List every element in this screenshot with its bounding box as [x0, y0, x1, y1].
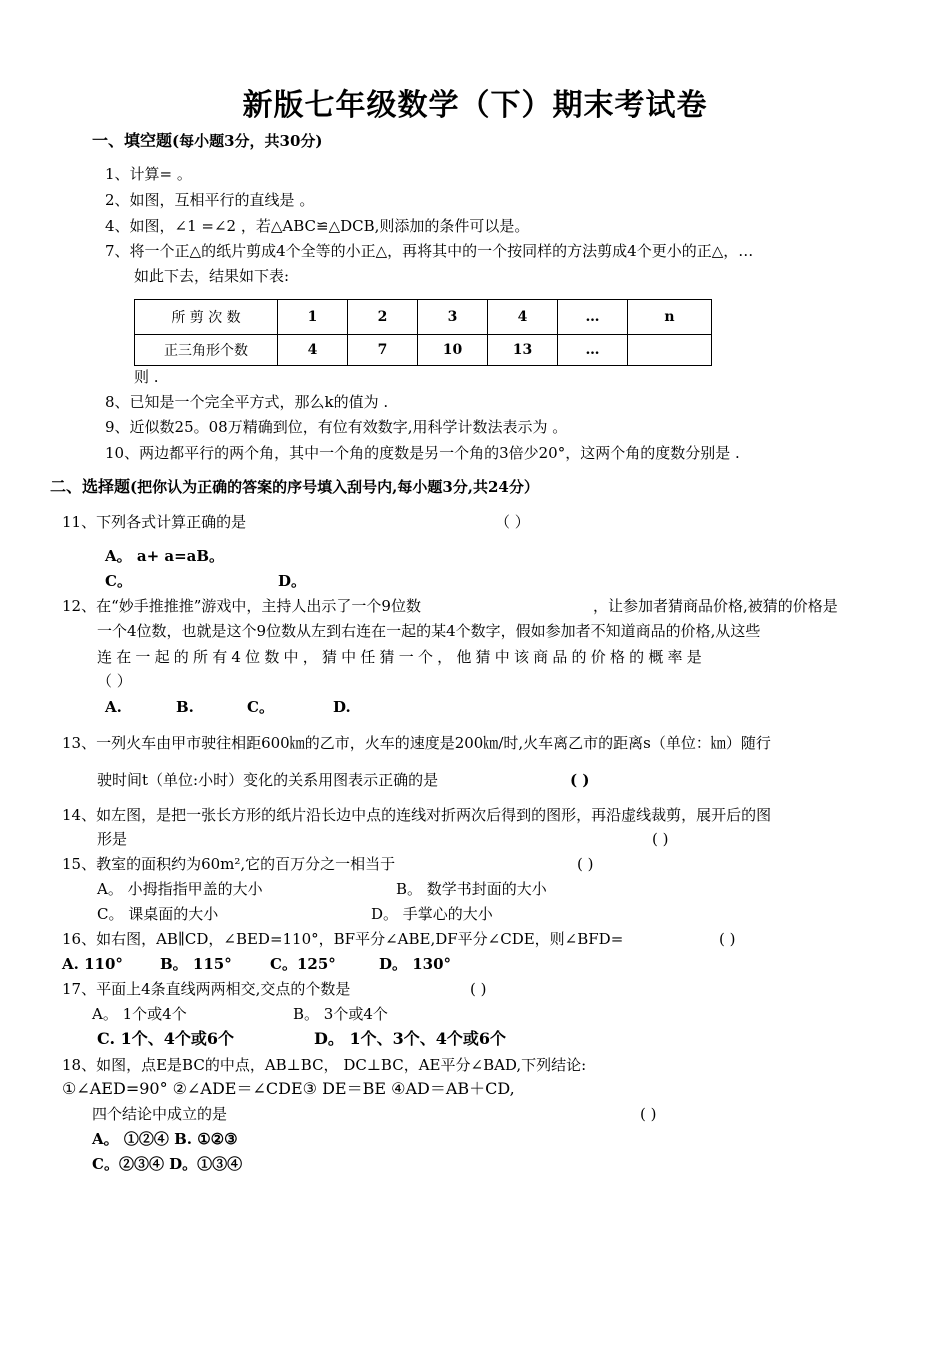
question-17-stem: 17、平面上4条直线两两相交,交点的个数是 [62, 980, 351, 998]
question-18-answer-paren: ( ) [640, 1105, 657, 1123]
question-8: 8、已知是一个完全平方式，那么k的值为 . [105, 393, 389, 411]
question-13-answer-paren: ( ) [570, 771, 590, 789]
question-14-answer-paren: ( ) [652, 830, 669, 848]
section-1-heading: 一、填空题 [92, 131, 173, 150]
question-15-option-a: A。 小拇指指甲盖的大小 [97, 880, 263, 898]
question-16-option-a: A. 110° [62, 955, 123, 973]
table-cell: 1 [278, 300, 348, 335]
question-7-answer: 则 . [134, 368, 159, 386]
question-12-option-c: C。 [247, 698, 274, 716]
question-12-line-3: 连在一起的所有4位数中，猜中任猜一个，他猜中该商品的价格的概率是 [97, 648, 706, 666]
table-cell: 4 [278, 335, 348, 366]
table-header-cuts: 所 剪 次 数 [135, 300, 278, 335]
question-9: 9、近似数25。08万精确到位，有位有效数字,用科学计数法表示为 。 [105, 418, 568, 436]
question-13-line-2: 驶时间t（单位:小时）变化的关系用图表示正确的是 [97, 771, 439, 789]
table-cell: 4 [488, 300, 558, 335]
table-cell: … [558, 300, 628, 335]
question-18-options-cd: C。②③④ D。①③④ [92, 1155, 243, 1173]
question-16-answer-paren: ( ) [719, 930, 736, 948]
question-17-option-a: A。 1个或4个 [92, 1005, 187, 1023]
table-row [135, 335, 712, 366]
table-cell: 2 [348, 300, 418, 335]
table-cell: 7 [348, 335, 418, 366]
question-4: 4、如图，∠1 =∠2 ，若△ABC≌△DCB,则添加的条件可以是。 [105, 217, 530, 235]
question-15-option-b: B。 数学书封面的大小 [396, 880, 547, 898]
question-12-line-1b: ，让参加者猜商品价格,被猜的价格是 [593, 597, 838, 615]
question-11-answer-paren: （ ） [495, 513, 530, 531]
question-12-answer-paren: （ ） [97, 672, 132, 690]
question-12-option-a: A. [105, 698, 122, 716]
question-7-line-2: 如此下去，结果如下表: [134, 267, 290, 285]
question-11-option-d: D。 [278, 572, 307, 590]
question-18-line-1: 18、如图，点E是BC的中点，AB⊥BC， DC⊥BC，AE平分∠BAD,下列结论: [62, 1056, 587, 1074]
question-17-option-c: C. 1个、4个或6个 [97, 1029, 234, 1048]
question-12-line-1a: 12、在“妙手推推推”游戏中，主持人出示了一个9位数 [62, 597, 421, 615]
table-cell: … [558, 335, 628, 366]
question-11-option-c: C。 [105, 572, 132, 590]
question-16-option-d: D。 130° [379, 955, 452, 973]
question-18-line-3: 四个结论中成立的是 [92, 1105, 228, 1123]
question-16-stem: 16、如右图，AB∥CD，∠BED=110°，BF平分∠ABE,DF平分∠CDE，则∠BFD= [62, 930, 624, 948]
cut-count-table [134, 299, 712, 366]
question-12-option-b: B. [176, 698, 194, 716]
question-7-line-1: 7、将一个正△的纸片剪成4个全等的小正△，再将其中的一个按同样的方法剪成4个更小的正△，… [105, 242, 754, 260]
section-2-heading: 二、选择题 [50, 477, 131, 496]
section-1-note: (每小题3分，共30分) [172, 132, 323, 150]
table-cell: 10 [418, 335, 488, 366]
question-17-option-b: B。 3个或4个 [293, 1005, 388, 1023]
question-16-option-b: B。 115° [160, 955, 232, 973]
question-15-option-c: C。 课桌面的大小 [97, 905, 219, 923]
question-14-line-2: 形是 [97, 830, 128, 848]
question-13-line-1: 13、一列火车由甲市驶往相距600㎞的乙市，火车的速度是200㎞/时,火车离乙市的距离s（单位：㎞）随行 [62, 734, 771, 752]
question-1: 1、计算= 。 [105, 165, 192, 183]
table-header-triangles: 正三角形个数 [135, 335, 278, 366]
table-cell: 13 [488, 335, 558, 366]
question-17-answer-paren: ( ) [470, 980, 487, 998]
question-15-stem: 15、教室的面积约为60m²,它的百万分之一相当于 [62, 855, 396, 873]
question-12-option-d: D. [333, 698, 351, 716]
question-16-option-c: C。125° [270, 955, 336, 973]
question-15-answer-paren: ( ) [577, 855, 594, 873]
question-15-option-d: D。 手掌心的大小 [371, 905, 493, 923]
section-2-header [50, 477, 539, 497]
question-12-line-2: 一个4位数，也就是这个9位数从左到右连在一起的某4个数字，假如参加者不知道商品的价格,从这些 [97, 622, 761, 640]
question-18-line-2: ①∠AED=90° ②∠ADE＝∠CDE③ DE＝BE ④AD＝AB＋CD, [62, 1079, 515, 1098]
table-row [135, 300, 712, 335]
section-1-header [92, 131, 323, 151]
table-cell: 3 [418, 300, 488, 335]
table-cell [628, 335, 712, 366]
question-10: 10、两边都平行的两个角，其中一个角的度数是另一个角的3倍少20°，这两个角的度数分别是 . [105, 444, 740, 462]
question-18-options-ab: A。 ①②④ B. ①②③ [92, 1130, 238, 1148]
question-11-stem: 11、下列各式计算正确的是 [62, 513, 247, 531]
page-title: 新版七年级数学（下）期末考试卷 [242, 88, 708, 123]
question-14-line-1: 14、如左图，是把一张长方形的纸片沿长边中点的连线对折两次后得到的图形，再沿虚线裁剪，展开后的图 [62, 806, 772, 824]
table-cell: n [628, 300, 712, 335]
question-11-option-a: A。 a+ a=aB。 [105, 547, 225, 565]
question-2: 2、如图，互相平行的直线是 。 [105, 191, 315, 209]
question-17-option-d: D。 1个、3个、4个或6个 [314, 1029, 506, 1048]
section-2-note: (把你认为正确的答案的序号填入刮号内,每小题3分,共24分） [130, 478, 539, 496]
